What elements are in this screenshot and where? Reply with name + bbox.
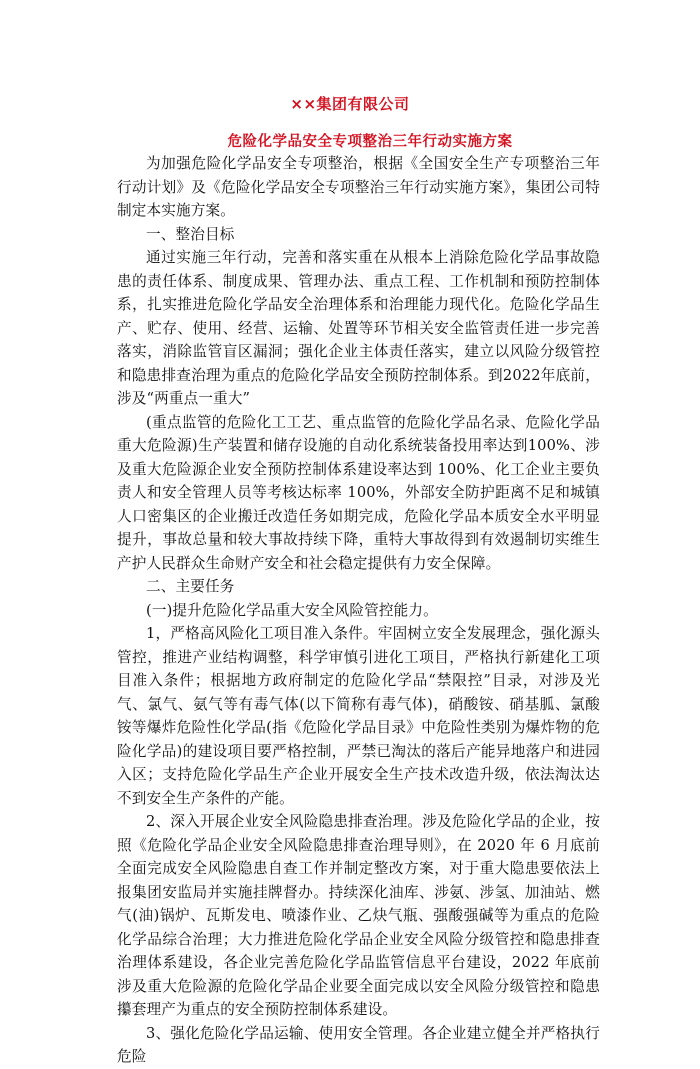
section-heading-tasks: 二、主要任务: [146, 578, 235, 595]
task-paragraph-2: 2、深入开展企业安全风险隐患排查治理。涉及危险化学品的企业，按照《危险化学品企业安全风险隐患排查治理导则》，在 2020 年 6 月底前全面完成安全风险隐患自查工作并制定整改方案，对于重大隐患要依法上报集团安监局并实施挂牌督办。持续深化油库、涉氨、涉氢、加油站、燃气(油)锅炉、瓦斯发电、喷漆作业、乙炔气瓶、强酸强碱等为重点的危险化学品综合治理；大力推进危险化学品企业安全风险分级管控和隐患排查治理体系建设，各企业完善危险化学品监管信息平台建设，2022 年底前涉及重大危险源的危险化学品企业要全面完成以安全风险分级管控和隐患攥套理产为重点的安全预防控制体系建设。: [117, 813, 600, 1018]
task-paragraph-1: 1，严格高风险化工项目准入条件。牢固树立安全发展理念，强化源头管控，推进产业结构调整，科学审慎引进化工项目，严格执行新建化工项目准入条件；根据地方政府制定的危险化学品“禁限控”目录，对涉及光气、氯气、氨气等有毒气体(以下简称有毒气体)，硝酸铵、硝基胍、氯酸铵等爆炸危险性化学品(指《危险化学品目录》中危险性类别为爆炸物的危险化学品)的建设项目要严格控制，严禁已淘汰的落后产能异地落户和进园入区；支持危险化学品生产企业开展安全生产技术改造升级，依法淘汰达不到安全生产条件的产能。: [117, 625, 600, 807]
task-paragraph-3: 3、强化危险化学品运输、使用安全管理。各企业建立健全并严格执行危险: [117, 1024, 600, 1065]
subsection-heading-risk-control: (一)提升危险化学品重大安全风险管控能力。: [146, 601, 438, 619]
document-title: 危险化学品安全专项整治三年行动实施方案: [227, 134, 513, 150]
goals-paragraph-continued: (重点监管的危险化工工艺、重点监管的危险化学品名录、危险化学品重大危险源)生产装置和储存设施的自动化系统装备投用率达到100%、涉及重大危险源企业安全预防控制体系建设率达到 100%、化工企业主要负责人和安全管理人员等考核达标率 100%，外部安全防护距离不足和城镇人口密集区的企业搬迁改造任务如期完成，危险化学品本质安全水平明显提升，事故总量和较大事故持续下降，重特大事故得到有效遏制切实维生产护人民群众生命财产安全和社会稳定提供有力安全保障。: [117, 413, 600, 572]
goals-paragraph: 通过实施三年行动，完善和落实重在从根本上消除危险化学品事故隐患的责任体系、制度成果、管理办法、重点工程、工作机制和预防控制体系，扎实推进危险化学品安全治理体系和治理能力现代化。危险化学品生产、贮存、使用、经营、运输、处置等环节相关安全监管责任进一步完善落实，消除监管盲区漏洞；强化企业主体责任落实，建立以风险分级管控和隐患排查治理为重点的危险化学品安全预防控制体系。到2022年底前，涉及“两重点一重大”: [117, 249, 600, 407]
organization-title: ××集团有限公司: [290, 95, 410, 113]
document-body: [117, 152, 600, 1069]
intro-paragraph: 为加强危险化学品安全专项整治，根据《全国安全生产专项整治三年行动计划》及《危险化学品安全专项整治三年行动实施方案》，集团公司特制定本实施方案。: [117, 155, 600, 219]
section-heading-goals: 一、整治目标: [146, 225, 235, 243]
